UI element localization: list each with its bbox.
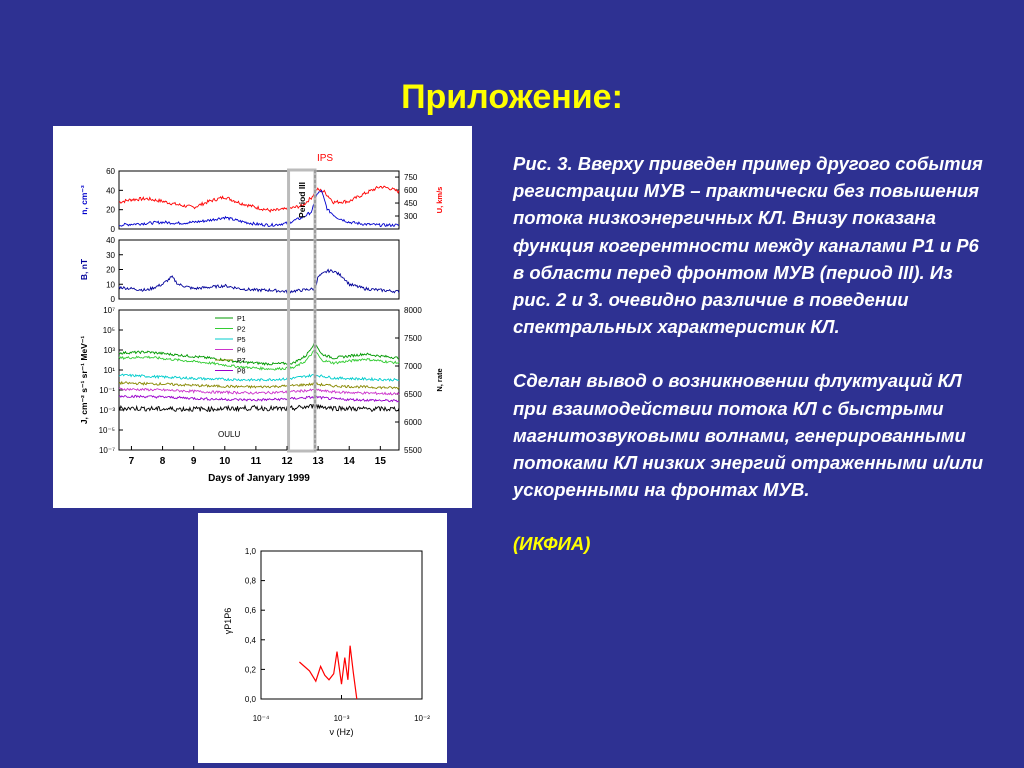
series-U [119, 186, 399, 212]
coherence-series [299, 646, 356, 699]
coherence-y-tick-label: 0,2 [244, 665, 256, 675]
coherence-x-label: ν (Hz) [329, 727, 354, 737]
tick-label-left-plasma: 60 [106, 167, 115, 176]
tick-label-right-cosmic-rays: 5500 [404, 446, 422, 455]
conclusion-text: Сделан вывод о возникновении флуктуаций КЛ при взаимодействии потока КЛ с быстрыми магнитозвуковыми волнами, генерированными потоками КЛ низких энергий отраженными и/или ускоренными на фронтах МУВ. [513, 370, 984, 501]
coherence-y-tick-label: 0,8 [244, 576, 256, 586]
x-tick-label: 13 [312, 456, 324, 467]
tick-label-left-cosmic-rays: 10⁻³ [99, 406, 115, 415]
tick-label-right-plasma: 450 [404, 199, 418, 209]
legend-label-P7: P7 [237, 358, 246, 365]
tick-label-right-cosmic-rays: 7000 [404, 362, 422, 371]
tick-label-left-magnetic: 20 [106, 265, 115, 275]
coherence-y-tick-label: 1,0 [244, 547, 256, 556]
institute-credit: (ИКФИА) [513, 533, 591, 555]
tick-label-left-cosmic-rays: 10¹ [103, 366, 115, 375]
coherence-y-tick-label: 0,0 [244, 695, 256, 704]
ylabel-right-plasma: U, km/s [435, 186, 444, 214]
coherence-frame [261, 551, 422, 699]
tick-label-left-plasma: 40 [106, 186, 115, 196]
description [513, 150, 993, 585]
x-tick-label: 12 [281, 456, 293, 467]
series-B [119, 270, 399, 293]
figure-caption: Рис. 3. Вверху приведен пример другого события регистрации МУВ – практически без повышения потока низкоэнергичных КЛ. Внизу показана функция когерентности между каналами P1 и P6 в области перед фронтом МУВ (период III). Из рис. 2 и 3. очевидно различие в поведении спектральных характеристик КЛ. [513, 153, 983, 338]
legend-label-P8: P8 [237, 368, 246, 376]
x-tick-label: 8 [159, 456, 166, 467]
tick-label-left-cosmic-rays: 10⁷ [103, 306, 115, 315]
tick-label-left-cosmic-rays: 10⁻⁷ [98, 446, 115, 455]
time-series-figure [53, 126, 472, 508]
legend-label-P5: P5 [237, 337, 246, 344]
tick-label-right-cosmic-rays: 8000 [404, 306, 422, 315]
slide-title: Приложение: [401, 78, 623, 116]
tick-label-right-plasma: 300 [404, 212, 418, 222]
legend-label-P2: P2 [237, 326, 246, 334]
tick-label-left-cosmic-rays: 10⁻¹ [99, 386, 115, 395]
tick-label-left-magnetic: 0 [110, 295, 115, 304]
tick-label-left-plasma: 20 [106, 205, 115, 215]
coherence-y-tick-label: 0,6 [244, 606, 256, 616]
series-P1 [119, 342, 399, 365]
x-tick-label: 15 [374, 456, 386, 467]
x-tick-label: 9 [190, 456, 197, 467]
coherence-x-tick-label: 10⁻² [414, 714, 430, 723]
ips-label: IPS [316, 153, 334, 164]
coherence-x-tick-label: 10⁻³ [333, 714, 350, 723]
legend-label-P1: P1 [237, 316, 246, 323]
series-P6 [119, 388, 399, 395]
coherence-y-label: γP1P6 [223, 607, 233, 635]
x-tick-label: 10 [219, 456, 231, 467]
legend-label-P6: P6 [237, 347, 246, 355]
series-P7 [119, 382, 399, 389]
tick-label-left-magnetic: 40 [106, 236, 115, 245]
x-tick-label: 14 [343, 456, 355, 467]
tick-label-right-cosmic-rays: 7500 [404, 334, 422, 343]
ylabel-left-magnetic: B, nT [79, 258, 89, 281]
tick-label-right-cosmic-rays: 6500 [404, 390, 422, 399]
tick-label-left-cosmic-rays: 10⁻⁵ [98, 426, 115, 435]
coherence-chart [198, 513, 447, 763]
tick-label-left-cosmic-rays: 10³ [103, 346, 115, 355]
coherence-x-tick-label: 10⁻⁴ [252, 714, 270, 723]
time-series-chart [53, 126, 472, 508]
tick-label-left-plasma: 0 [110, 225, 115, 234]
series-P8 [119, 395, 399, 402]
tick-label-right-plasma: 750 [404, 173, 418, 183]
ylabel-right-cosmic-rays: N, rate [435, 368, 444, 392]
series-P5 [119, 374, 399, 381]
x-tick-label: 7 [128, 456, 135, 467]
series-OULU [119, 404, 399, 411]
tick-label-left-magnetic: 10 [106, 280, 115, 290]
tick-label-right-plasma: 600 [404, 186, 418, 196]
tick-label-left-cosmic-rays: 10⁵ [102, 326, 115, 335]
tick-label-left-magnetic: 30 [106, 250, 115, 260]
x-tick-label: 11 [250, 456, 262, 467]
ylabel-left-plasma: n, cm⁻³ [79, 185, 89, 215]
tick-label-right-cosmic-rays: 6000 [404, 418, 422, 427]
x-axis-label: Days of Janyary 1999 [208, 473, 310, 484]
period-iii-label: Period III [296, 182, 307, 218]
ylabel-left-cosmic-rays: J, cm⁻² s⁻¹ sr⁻¹ MeV⁻¹ [79, 335, 89, 425]
coherence-figure [198, 513, 447, 763]
coherence-y-tick-label: 0,4 [244, 635, 256, 645]
station-label: OULU [218, 430, 241, 439]
